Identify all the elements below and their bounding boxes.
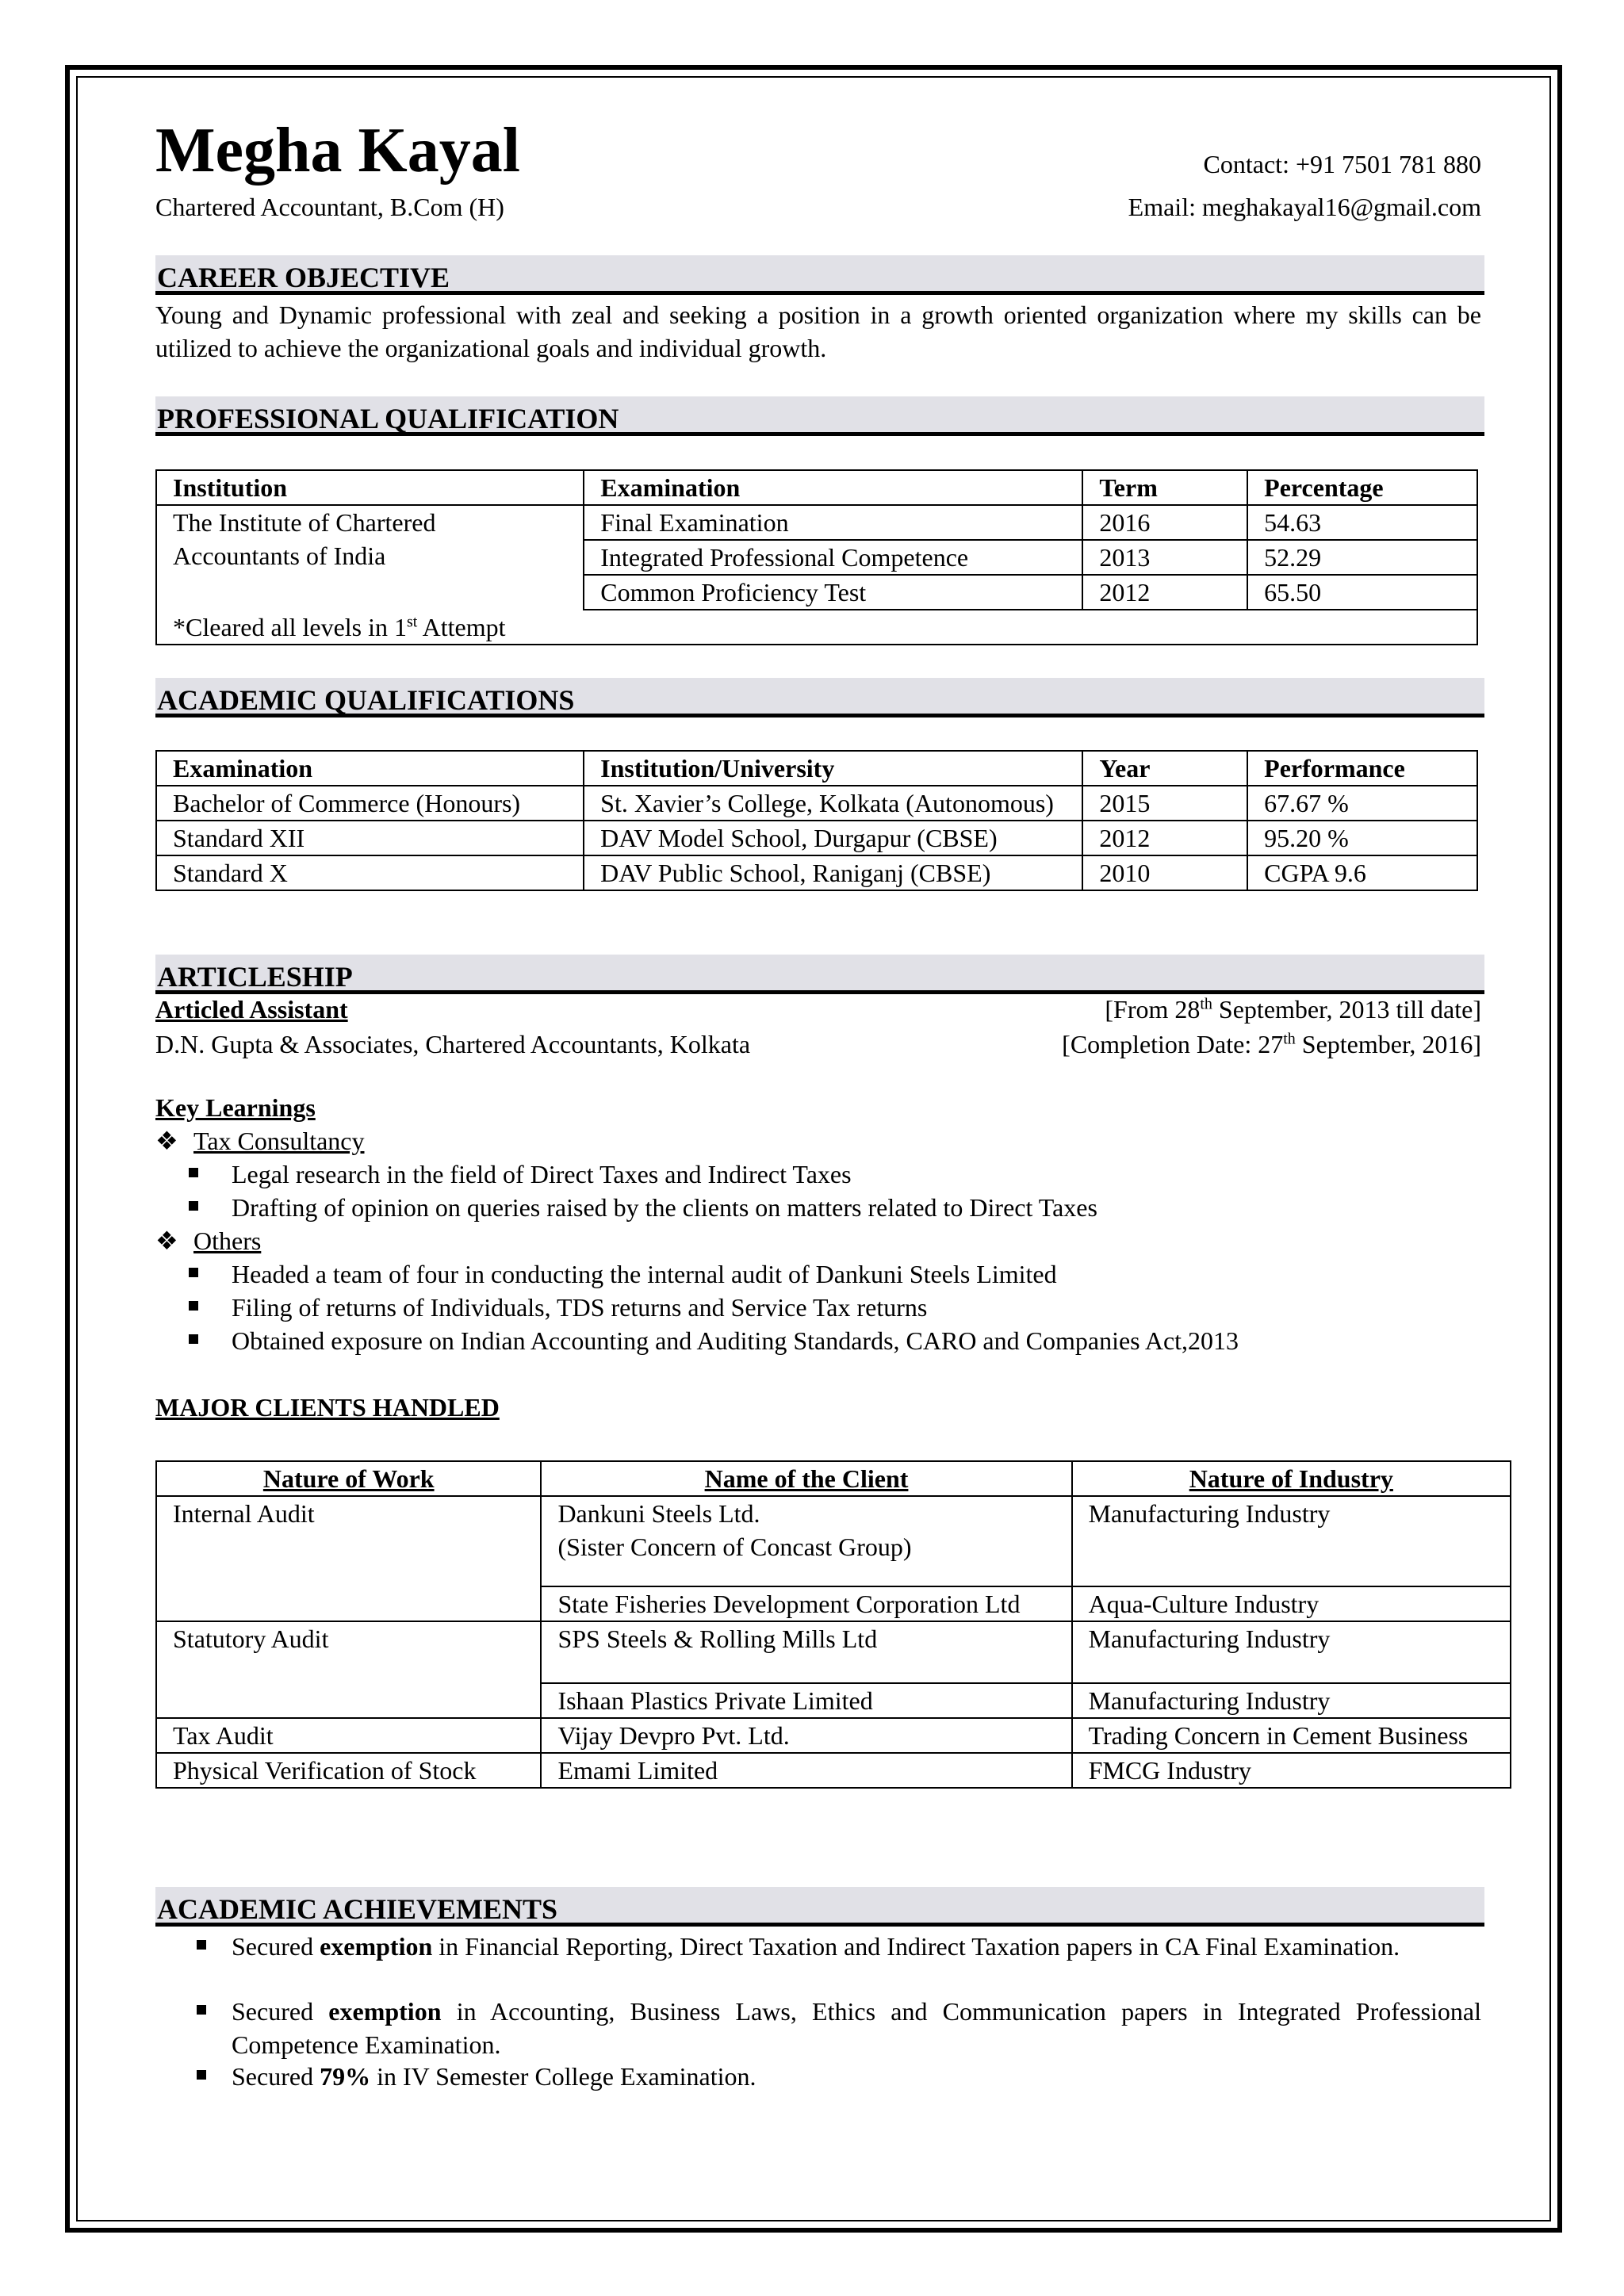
articleship-start-date: [From 28th September, 2013 till date] xyxy=(1105,995,1481,1024)
articleship-completion-date: [Completion Date: 27th September, 2016] xyxy=(1062,1030,1481,1058)
column-header: Year xyxy=(1082,751,1247,786)
column-header: Examination xyxy=(156,751,584,786)
table-cell: Emami Limited xyxy=(541,1753,1071,1788)
square-bullet-icon xyxy=(189,1201,198,1211)
table-cell: 2012 xyxy=(1082,821,1247,855)
table-row xyxy=(156,786,1477,821)
articleship-firm: D.N. Gupta & Associates, Chartered Accountants, Kolkata xyxy=(155,1030,751,1058)
contact-number: Contact: +91 7501 781 880 xyxy=(1203,150,1481,178)
column-header: Performance xyxy=(1247,751,1477,786)
learning-item: Filing of returns of Individuals, TDS returns and Service Tax returns xyxy=(232,1293,928,1322)
learning-group-title: ❖ Others xyxy=(155,1224,261,1257)
table-cell: Integrated Professional Competence xyxy=(584,540,1082,575)
table-row xyxy=(156,505,1477,540)
email-address: Email: meghakayal16@gmail.com xyxy=(1128,193,1481,221)
key-learnings-heading: Key Learnings xyxy=(155,1093,316,1122)
learning-item: Drafting of opinion on queries raised by the clients on matters related to Direct Taxes xyxy=(232,1193,1097,1222)
section-heading-articleship: ARTICLESHIP xyxy=(155,955,1484,994)
table-cell: Tax Audit xyxy=(156,1718,541,1753)
learning-item: Obtained exposure on Indian Accounting and Auditing Standards, CARO and Companies Act,2013 xyxy=(232,1326,1239,1355)
column-header: Nature of Industry xyxy=(1072,1461,1511,1496)
table-cell: Physical Verification of Stock xyxy=(156,1753,541,1788)
achievement-item: Secured exemption in Financial Reporting, Direct Taxation and Indirect Taxation papers in CA Final Examination. xyxy=(232,1932,1400,1961)
articleship-role: Articled Assistant xyxy=(155,995,348,1024)
section-heading-professional: PROFESSIONAL QUALIFICATION xyxy=(155,396,1484,436)
column-header: Name of the Client xyxy=(541,1461,1071,1496)
table-header-row xyxy=(156,751,1477,786)
client-name: Dankuni Steels Ltd. xyxy=(557,1499,760,1528)
table-cell: Standard X xyxy=(156,855,584,890)
learning-item: Headed a team of four in conducting the internal audit of Dankuni Steels Limited xyxy=(232,1260,1057,1288)
table-cell: SPS Steels & Rolling Mills Ltd xyxy=(541,1621,1071,1683)
column-header: Percentage xyxy=(1247,470,1477,505)
client-note: (Sister Concern of Concast Group) xyxy=(557,1533,912,1561)
candidate-title: Chartered Accountant, B.Com (H) xyxy=(155,193,504,221)
table-row xyxy=(156,1718,1511,1753)
table-cell: Aqua-Culture Industry xyxy=(1072,1586,1511,1621)
table-header-row xyxy=(156,1461,1511,1496)
table-cell: 65.50 xyxy=(1247,575,1477,610)
section-heading-career-objective: CAREER OBJECTIVE xyxy=(155,255,1484,295)
table-cell: DAV Model School, Durgapur (CBSE) xyxy=(584,821,1082,855)
square-bullet-icon xyxy=(189,1268,198,1277)
table-cell: FMCG Industry xyxy=(1072,1753,1511,1788)
table-cell: St. Xavier’s College, Kolkata (Autonomous) xyxy=(584,786,1082,821)
table-cell: DAV Public School, Raniganj (CBSE) xyxy=(584,855,1082,890)
learning-item: Legal research in the field of Direct Taxes and Indirect Taxes xyxy=(232,1160,852,1188)
cleared-note: *Cleared all levels in 1st Attempt xyxy=(156,610,1477,645)
column-header: Institution xyxy=(156,470,584,505)
table-cell: 67.67 % xyxy=(1247,786,1477,821)
column-header: Nature of Work xyxy=(156,1461,541,1496)
column-header: Institution/University xyxy=(584,751,1082,786)
table-cell: 2013 xyxy=(1082,540,1247,575)
table-cell: Vijay Devpro Pvt. Ltd. xyxy=(541,1718,1071,1753)
clients-table xyxy=(155,1460,1511,1789)
table-cell: 54.63 xyxy=(1247,505,1477,540)
table-cell xyxy=(541,1496,1071,1586)
square-bullet-icon xyxy=(197,1940,206,1950)
section-heading-academic: ACADEMIC QUALIFICATIONS xyxy=(155,678,1484,718)
learning-group-title: ❖ Tax Consultancy xyxy=(155,1124,365,1158)
square-bullet-icon xyxy=(197,2070,206,2080)
table-row xyxy=(156,855,1477,890)
table-row xyxy=(156,1753,1511,1788)
table-cell: Manufacturing Industry xyxy=(1072,1683,1511,1718)
table-cell: Internal Audit xyxy=(156,1496,541,1621)
column-header: Examination xyxy=(584,470,1082,505)
table-cell: Manufacturing Industry xyxy=(1072,1496,1511,1586)
table-row xyxy=(156,610,1477,645)
square-bullet-icon xyxy=(189,1301,198,1311)
career-objective-text: Young and Dynamic professional with zeal and seeking a position in a growth oriented organization where my skills can be utilized to achieve the organizational goals and individual growth. xyxy=(155,300,1481,362)
institution-cell xyxy=(156,505,584,610)
section-heading-achievements: ACADEMIC ACHIEVEMENTS xyxy=(155,1887,1484,1927)
table-cell: Common Proficiency Test xyxy=(584,575,1082,610)
table-cell: Final Examination xyxy=(584,505,1082,540)
table-cell: 2012 xyxy=(1082,575,1247,610)
table-cell: 2015 xyxy=(1082,786,1247,821)
clients-heading: MAJOR CLIENTS HANDLED xyxy=(155,1393,500,1422)
square-bullet-icon xyxy=(189,1168,198,1177)
table-row xyxy=(156,1496,1511,1586)
table-header-row xyxy=(156,470,1477,505)
square-bullet-icon xyxy=(189,1334,198,1344)
table-row xyxy=(156,821,1477,855)
table-cell: Statutory Audit xyxy=(156,1621,541,1718)
table-cell: State Fisheries Development Corporation Ltd xyxy=(541,1586,1071,1621)
table-cell: Trading Concern in Cement Business xyxy=(1072,1718,1511,1753)
table-cell: Standard XII xyxy=(156,821,584,855)
institution-line: Accountants of India xyxy=(173,541,386,570)
table-cell: Ishaan Plastics Private Limited xyxy=(541,1683,1071,1718)
table-cell: 2010 xyxy=(1082,855,1247,890)
diamond-bullet-icon: ❖ xyxy=(155,1127,178,1155)
candidate-name: Megha Kayal xyxy=(155,116,520,186)
professional-table xyxy=(155,469,1478,645)
achievement-item: Secured 79% in IV Semester College Examination. xyxy=(232,2062,756,2091)
table-row xyxy=(156,1621,1511,1683)
academic-table xyxy=(155,750,1478,891)
institution-line: The Institute of Chartered xyxy=(173,508,436,537)
square-bullet-icon xyxy=(197,2005,206,2015)
table-cell: 52.29 xyxy=(1247,540,1477,575)
achievement-item: Secured exemption in Accounting, Business Laws, Ethics and Communication papers in Integrated Professional Competence Examination. xyxy=(232,1997,1482,2059)
table-cell: CGPA 9.6 xyxy=(1247,855,1477,890)
table-cell: Bachelor of Commerce (Honours) xyxy=(156,786,584,821)
table-cell: Manufacturing Industry xyxy=(1072,1621,1511,1683)
table-cell: 95.20 % xyxy=(1247,821,1477,855)
column-header: Term xyxy=(1082,470,1247,505)
diamond-bullet-icon: ❖ xyxy=(155,1226,178,1255)
table-cell: 2016 xyxy=(1082,505,1247,540)
